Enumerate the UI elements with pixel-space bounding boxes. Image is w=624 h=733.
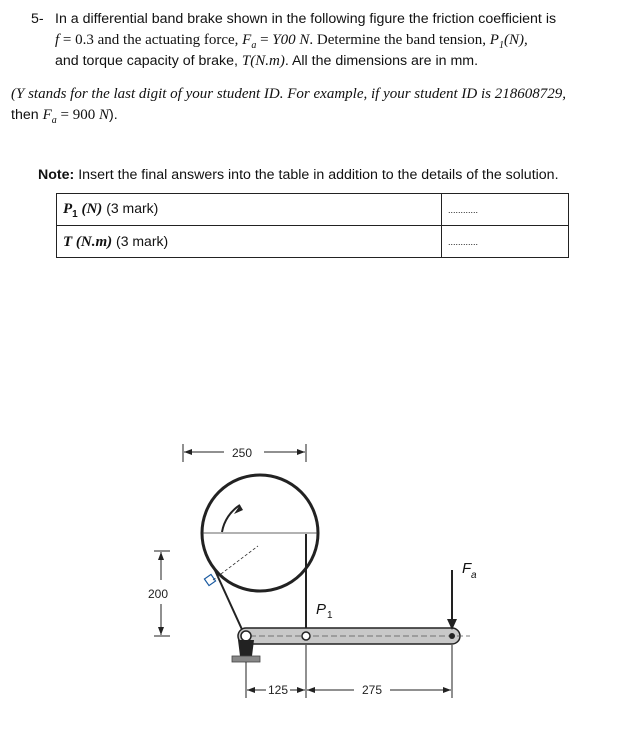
- note-text: Insert the final answers into the table in addition to the details of the solution.: [74, 167, 559, 183]
- force-point: [449, 633, 455, 639]
- symbol-Fa-2: $F_a$: [42, 107, 57, 126]
- symbol-f: f: [55, 32, 60, 48]
- band-pin: [302, 632, 310, 640]
- symbol-N-2: N: [98, 107, 109, 123]
- text-eq2: =: [256, 32, 273, 48]
- answer-table: [56, 193, 569, 258]
- arrowhead: [443, 687, 451, 693]
- question-line-1: In a differential band brake shown in the following figure the friction coefficient is: [55, 11, 557, 27]
- note-label: Note:: [38, 167, 75, 183]
- text-dimensions: . All the dimensions are in mm.: [284, 53, 479, 69]
- dim-bottom-a-label: 125: [268, 683, 289, 697]
- symbol-Fa: $F_a$: [242, 32, 257, 51]
- pivot-pin: [241, 631, 251, 641]
- arrowhead: [307, 687, 315, 693]
- text-eq: = 0.3 and the actuating force,: [59, 32, 243, 48]
- note-line: [38, 165, 559, 186]
- symbol-N: (N),: [503, 32, 528, 48]
- arrowhead: [158, 627, 164, 635]
- dim-top-label: 250: [232, 446, 253, 460]
- text-close: ).: [108, 107, 118, 123]
- ground-hatch: [232, 656, 260, 662]
- question-number: 5-: [31, 11, 44, 27]
- y-note-line-2: [11, 105, 118, 131]
- table-row: [57, 226, 569, 258]
- right-angle-mark: [204, 574, 215, 585]
- symbol-P1: $P_1$: [489, 32, 504, 51]
- text-900: = 900: [56, 107, 99, 123]
- arrowhead: [184, 449, 192, 455]
- row-label-t: T (N.m) (3 mark): [57, 226, 442, 258]
- text-rest: . Determine the band tension,: [309, 32, 490, 48]
- symbol-Y00: Y00 N: [272, 32, 310, 48]
- arrowhead: [247, 687, 255, 693]
- pivot-support: [238, 640, 254, 656]
- label-P1-sub: 1: [327, 610, 333, 621]
- table-row: [57, 194, 569, 226]
- y-note-line-1: (Y stands for the last digit of your student ID. For example, if your student ID is 218608729,: [11, 86, 566, 102]
- label-P1: P: [316, 601, 327, 618]
- text-then: then: [11, 107, 43, 123]
- answer-cell-t[interactable]: ............: [442, 226, 569, 258]
- dim-bottom-b-label: 275: [362, 683, 383, 697]
- arrowhead: [297, 449, 305, 455]
- arrowhead: [158, 552, 164, 560]
- label-Fa: F: [462, 560, 472, 577]
- arrowhead: [297, 687, 305, 693]
- row-label-p1: $P_1$ (N) (3 mark): [57, 194, 442, 226]
- symbol-T: T(N.m): [241, 53, 285, 69]
- text-torque: and torque capacity of brake,: [55, 53, 242, 69]
- dim-left-label: 200: [148, 587, 169, 601]
- question-line-3: [55, 51, 478, 72]
- answer-cell-p1[interactable]: ............: [442, 194, 569, 226]
- label-Fa-sub: a: [471, 570, 477, 581]
- band-brake-figure: [140, 430, 480, 710]
